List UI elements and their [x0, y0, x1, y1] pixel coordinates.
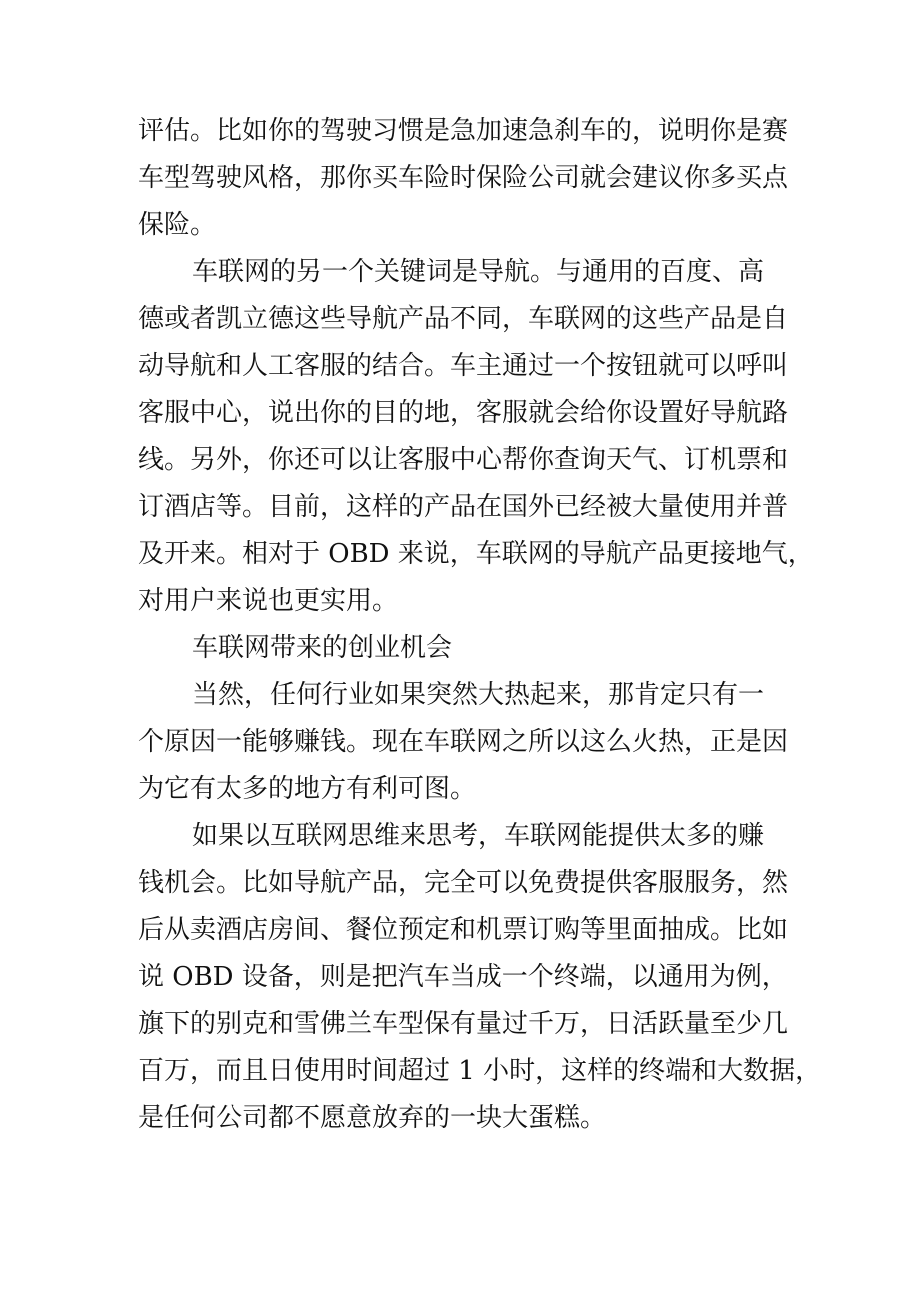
- text-line: 及开来。相对于 OBD 来说，车联网的导航产品更接地气，: [138, 539, 814, 569]
- body-text: [138, 108, 822, 1142]
- text-line: 钱机会。比如导航产品，完全可以免费提供客服服务，然: [138, 868, 789, 898]
- text-line: 旗下的别克和雪佛兰车型保有量过千万，日活跃量至少几: [138, 1009, 789, 1039]
- text-line: 动导航和人工客服的结合。车主通过一个按钮就可以呼叫: [138, 351, 789, 381]
- text-line: 客服中心，说出你的目的地，客服就会给你设置好导航路: [138, 398, 789, 428]
- text-line: 百万，而且日使用时间超过 1 小时，这样的终端和大数据，: [138, 1056, 822, 1086]
- text-line: 车型驾驶风格，那你买车险时保险公司就会建议你多买点: [138, 163, 789, 193]
- text-line: 对用户来说也更实用。: [138, 586, 399, 616]
- text-line: 评估。比如你的驾驶习惯是急加速急刹车的，说明你是赛: [138, 116, 789, 146]
- text-line: 说 OBD 设备，则是把汽车当成一个终端，以通用为例，: [138, 962, 788, 992]
- text-line: 个原因一能够赚钱。现在车联网之所以这么火热，正是因: [138, 727, 789, 757]
- text-line: 德或者凯立德这些导航产品不同，车联网的这些产品是自: [138, 304, 789, 334]
- text-line: 如果以互联网思维来思考，车联网能提供太多的赚: [192, 821, 765, 851]
- section-heading: 车联网带来的创业机会: [192, 633, 453, 663]
- text-line: 是任何公司都不愿意放弃的一块大蛋糕。: [138, 1103, 607, 1133]
- text-line: 车联网的另一个关键词是导航。与通用的百度、高: [192, 257, 765, 287]
- text-line: 订酒店等。目前，这样的产品在国外已经被大量使用并普: [138, 492, 789, 522]
- text-line: 线。另外，你还可以让客服中心帮你查询天气、订机票和: [138, 445, 789, 475]
- text-line: 为它有太多的地方有利可图。: [138, 774, 477, 804]
- text-line: 当然，任何行业如果突然大热起来，那肯定只有一: [192, 680, 765, 710]
- text-line: 后从卖酒店房间、餐位预定和机票订购等里面抽成。比如: [138, 915, 789, 945]
- text-line: 保险。: [138, 210, 217, 240]
